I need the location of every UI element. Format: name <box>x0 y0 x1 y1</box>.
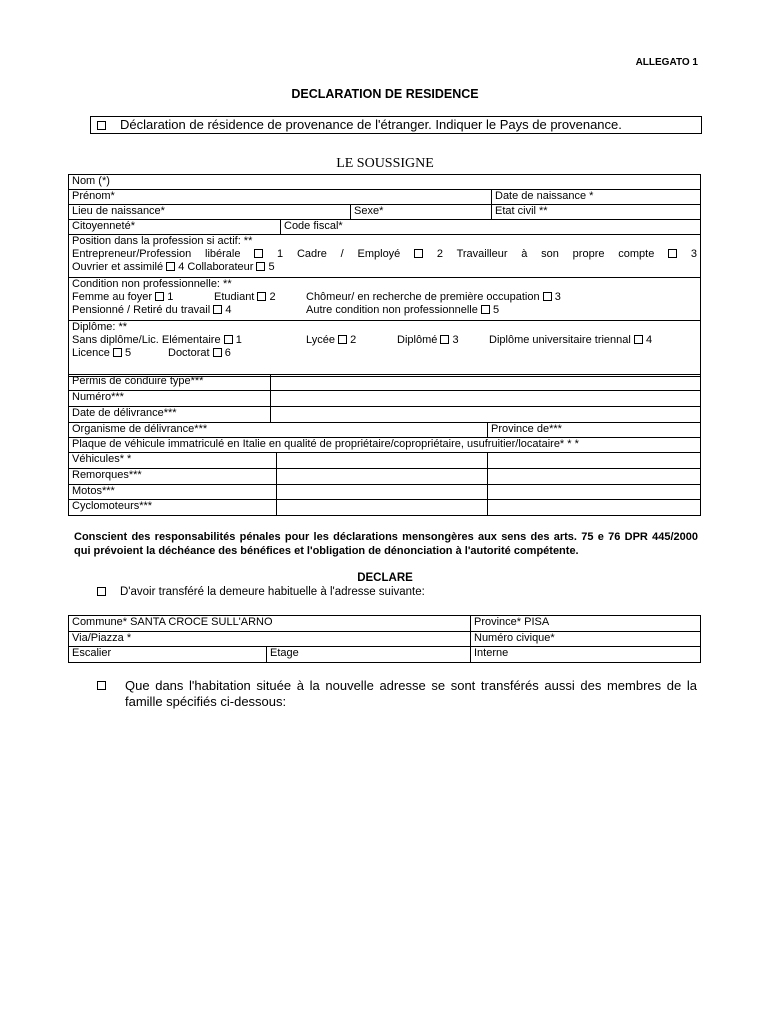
diploma-title: Diplôme: ** <box>72 321 128 333</box>
cyclomoteurs-input-1[interactable] <box>277 500 488 516</box>
lycee-checkbox[interactable] <box>338 335 347 344</box>
doctorat-checkbox[interactable] <box>213 348 222 357</box>
triennal-number: 4 <box>645 334 653 346</box>
vehicle-plate-header: Plaque de véhicule immatriculé en Italie en qualité de propriétaire/copropriétaire, usufruitier/locataire* * * <box>69 438 701 453</box>
etage-field[interactable]: Etage <box>267 647 471 663</box>
address-table <box>68 615 701 663</box>
non-professional-title: Condition non professionnelle: ** <box>72 278 232 290</box>
permis-date-label: Date de délivrance*** <box>69 407 271 423</box>
remorques-input-2[interactable] <box>488 469 701 485</box>
pensionne-checkbox[interactable] <box>213 305 222 314</box>
foreign-residence-checkbox[interactable] <box>97 121 106 130</box>
date-naissance-field[interactable]: Date de naissance * <box>492 190 701 205</box>
legal-responsibility-text: Conscient des responsabilités pénales pour les déclarations mensongères aux sens des arts. 75 e 76 DPR 445/2000 qui prévoient la déchéance des bénéfices et l'obligation de dénonciation à l'autorité compétente. <box>74 531 698 557</box>
profession-title: Position dans la profession si actif: ** <box>72 235 253 247</box>
personal-data-table <box>68 174 701 377</box>
chomeur-number: 3 <box>554 291 561 303</box>
profession-opt5-number: 5 <box>268 261 275 273</box>
profession-collaborateur-label: 4 Collaborateur <box>178 261 254 273</box>
permis-numero-input[interactable] <box>271 391 701 407</box>
femme-foyer-number: 1 <box>167 291 174 303</box>
sans-diplome-label: Sans diplôme/Lic. Elémentaire <box>72 334 221 346</box>
licence-label: Licence <box>72 347 110 359</box>
cyclomoteurs-input-2[interactable] <box>488 500 701 516</box>
permis-date-input[interactable] <box>271 407 701 423</box>
femme-foyer-label: Femme au foyer <box>72 291 153 303</box>
permis-organisme-field[interactable]: Organisme de délivrance*** <box>69 423 488 438</box>
vehicles-table <box>68 437 701 516</box>
numero-civique-field[interactable]: Numéro civique* <box>471 632 701 647</box>
code-fiscal-field[interactable]: Code fiscal* <box>281 220 701 235</box>
escalier-field[interactable]: Escalier <box>69 647 267 663</box>
triennal-checkbox[interactable] <box>634 335 643 344</box>
motos-label: Motos*** <box>69 485 277 500</box>
profession-checkbox-1[interactable] <box>254 249 263 258</box>
profession-checkbox-5[interactable] <box>256 262 265 271</box>
non-professional-cell <box>69 278 701 321</box>
diplome-number: 3 <box>452 334 459 346</box>
sans-diplome-number: 1 <box>235 334 242 346</box>
licence-table <box>68 374 701 438</box>
remorques-input-1[interactable] <box>277 469 488 485</box>
lycee-label: Lycée <box>306 334 335 346</box>
pensionne-number: 4 <box>225 304 232 316</box>
autre-condition-label: Autre condition non professionnelle <box>306 304 478 316</box>
profession-checkbox-3[interactable] <box>668 249 677 258</box>
remorques-label: Remorques*** <box>69 469 277 485</box>
profession-cadre-label: 1 Cadre / Employé <box>277 248 401 260</box>
profession-cell <box>69 235 701 278</box>
sexe-field[interactable]: Sexe* <box>351 205 492 220</box>
doctorat-label: Doctorat <box>168 347 210 359</box>
permis-province-field[interactable]: Province de*** <box>488 423 701 438</box>
autre-condition-number: 5 <box>492 304 500 316</box>
profession-entrepreneur-label: Entrepreneur/Profession libérale <box>72 248 241 260</box>
nom-field[interactable]: Nom (*) <box>69 175 701 190</box>
foreign-residence-label: Déclaration de résidence de provenance de l'étranger. Indiquer le Pays de provenance. <box>120 117 622 132</box>
pensionne-label: Pensionné / Retiré du travail <box>72 304 211 316</box>
annex-label: ALLEGATO 1 <box>635 57 698 68</box>
etudiant-label: Etudiant <box>214 291 255 303</box>
diplome-label: Diplômé <box>397 334 438 346</box>
province-field[interactable]: Province* PISA <box>471 616 701 632</box>
family-checkbox[interactable] <box>97 681 106 690</box>
profession-ouvrier-label: Ouvrier et assimilé <box>72 261 164 273</box>
chomeur-checkbox[interactable] <box>543 292 552 301</box>
etudiant-number: 2 <box>269 291 276 303</box>
cyclomoteurs-label: Cyclomoteurs*** <box>69 500 277 516</box>
interne-field[interactable]: Interne <box>471 647 701 663</box>
vehicules-label: Véhicules* * <box>69 453 277 469</box>
vehicules-input-2[interactable] <box>488 453 701 469</box>
transfer-checkbox[interactable] <box>97 587 106 596</box>
profession-checkbox-2[interactable] <box>414 249 423 258</box>
diploma-cell <box>69 321 701 377</box>
profession-travailleur-label: 2 Travailleur à son propre compte <box>436 248 655 260</box>
motos-input-1[interactable] <box>277 485 488 500</box>
licence-checkbox[interactable] <box>113 348 122 357</box>
permis-type-input[interactable] <box>271 375 701 391</box>
motos-input-2[interactable] <box>488 485 701 500</box>
family-label: Que dans l'habitation située à la nouvelle adresse se sont transférés aussi des membres de la famille spécifiés ci-dessous: <box>125 678 697 709</box>
document-title: DECLARATION DE RESIDENCE <box>291 87 479 101</box>
section-title-soussigne: LE SOUSSIGNE <box>336 156 434 171</box>
etudiant-checkbox[interactable] <box>257 292 266 301</box>
etat-civil-field[interactable]: Etat civil ** <box>492 205 701 220</box>
profession-line-1 <box>72 248 697 261</box>
lycee-number: 2 <box>350 334 357 346</box>
profession-opt3-number: 3 <box>690 248 698 260</box>
diplome-checkbox[interactable] <box>440 335 449 344</box>
foreign-residence-option[interactable] <box>90 116 702 134</box>
profession-checkbox-4[interactable] <box>166 262 175 271</box>
transfer-option[interactable] <box>97 586 425 598</box>
permis-numero-label: Numéro*** <box>69 391 271 407</box>
citoyennete-field[interactable]: Citoyenneté* <box>69 220 281 235</box>
family-option[interactable] <box>97 678 697 710</box>
commune-field[interactable]: Commune* SANTA CROCE SULL'ARNO <box>69 616 471 632</box>
sans-diplome-checkbox[interactable] <box>224 335 233 344</box>
femme-foyer-checkbox[interactable] <box>155 292 164 301</box>
triennal-label: Diplôme universitaire triennal <box>489 334 631 346</box>
chomeur-label: Chômeur/ en recherche de première occupation <box>306 291 540 303</box>
permis-type-label: Permis de conduire type*** <box>69 375 271 391</box>
profession-line-2 <box>72 261 697 274</box>
vehicules-input-1[interactable] <box>277 453 488 469</box>
via-piazza-field[interactable]: Via/Piazza * <box>69 632 471 647</box>
declare-heading: DECLARE <box>357 572 413 584</box>
doctorat-number: 6 <box>224 347 231 359</box>
transfer-label: D'avoir transféré la demeure habituelle à l'adresse suivante: <box>120 586 425 598</box>
prenom-field[interactable]: Prénom* <box>69 190 492 205</box>
lieu-naissance-field[interactable]: Lieu de naissance* <box>69 205 351 220</box>
autre-condition-checkbox[interactable] <box>481 305 490 314</box>
licence-number: 5 <box>125 347 132 359</box>
